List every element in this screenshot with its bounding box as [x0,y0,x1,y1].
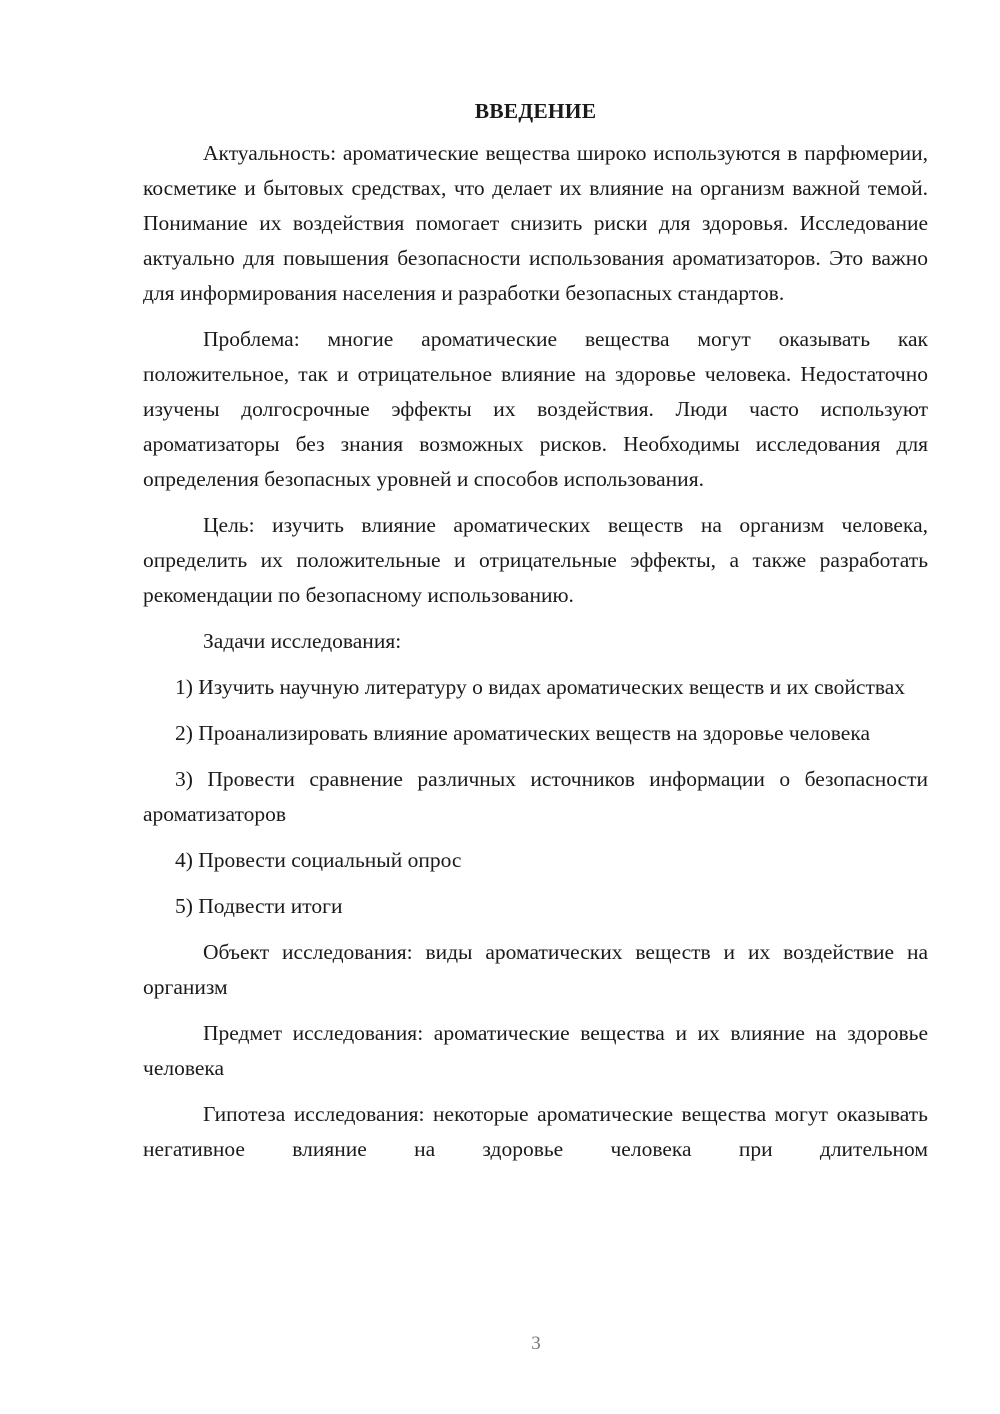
task-item-5: 5) Подвести итоги [175,894,343,918]
task-item-3: 3) Провести сравнение различных источников информации о безопасности ароматизаторов [143,767,928,826]
subject-paragraph: Предмет исследования: ароматические вещества и их влияние на здоровье человека [143,1021,928,1080]
object-paragraph: Объект исследования: виды ароматических веществ и их воздействие на организм [143,940,928,999]
task-item-2: 2) Проанализировать влияние ароматических веществ на здоровье человека [175,721,870,745]
tasks-heading: Задачи исследования: [203,629,402,653]
section-title: ВВЕДЕНИЕ [474,99,597,123]
goal-paragraph: Цель: изучить влияние ароматических веществ на организм человека, определить их положительные и отрицательные эффекты, а также разработать рекомендации по безопасному использованию. [143,513,928,607]
problem-paragraph: Проблема: многие ароматические вещества могут оказывать как положительное, так и отрицательное влияние на здоровье человека. Недостаточно изучены долгосрочные эффекты их воздействия. Люди часто используют ароматизаторы без знания возможных рисков. Необходимы исследования для определения безопасных уровней и способов использования. [143,327,928,491]
page-content [143,94,928,1167]
relevance-paragraph: Актуальность: ароматические вещества широко используются в парфюмерии, косметике и бытовых средствах, что делает их влияние на организм важной темой. Понимание их воздействия помогает снизить риски для здоровья. Исследование актуально для повышения безопасности использования ароматизаторов. Это важно для информирования населения и разработки безопасных стандартов. [143,141,928,305]
task-item-1: 1) Изучить научную литературу о видах ароматических веществ и их свойствах [175,675,906,699]
task-item-4: 4) Провести социальный опрос [175,848,462,872]
hypothesis-paragraph: Гипотеза исследования: некоторые ароматические вещества могут оказывать негативное влияние на здоровье человека при длительном [143,1102,928,1161]
page-number: 3 [531,1333,541,1354]
